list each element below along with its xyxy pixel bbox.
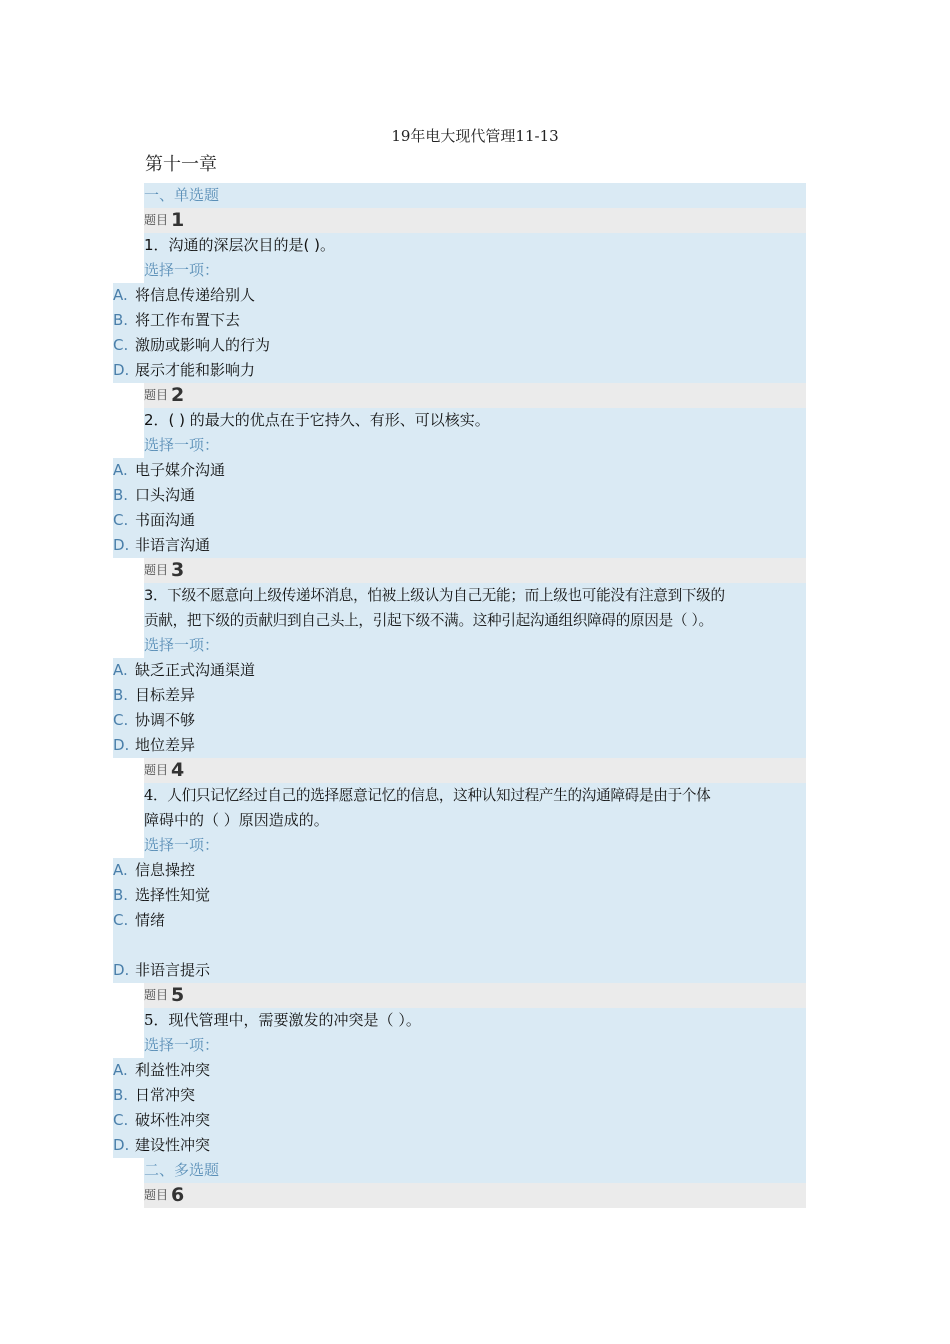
question-header bbox=[144, 983, 806, 1008]
option-c[interactable] bbox=[113, 333, 806, 358]
option-letter: D. bbox=[113, 961, 130, 979]
choose-prompt: 选择一项： bbox=[144, 1033, 806, 1058]
option-text: 利益性冲突 bbox=[135, 1061, 211, 1079]
option-text: 情绪 bbox=[135, 911, 166, 929]
choose-prompt: 选择一项： bbox=[144, 633, 806, 658]
chapter-heading: 第十一章 bbox=[145, 154, 217, 175]
option-a[interactable] bbox=[113, 858, 806, 883]
option-letter: B. bbox=[113, 686, 129, 704]
option-text: 信息操控 bbox=[135, 861, 196, 879]
option-c[interactable] bbox=[113, 908, 806, 958]
question-text: 2．( ) 的最大的优点在于它持久、有形、可以核实。 bbox=[144, 408, 806, 433]
option-letter: A. bbox=[113, 861, 128, 879]
option-a[interactable] bbox=[113, 1058, 806, 1083]
section-heading-single: 一、单选题 bbox=[144, 183, 806, 208]
option-a[interactable] bbox=[113, 283, 806, 308]
option-text: 将工作布置下去 bbox=[135, 311, 241, 329]
option-text: 选择性知觉 bbox=[135, 886, 211, 904]
question-text-line-2: 障碍中的（ ）原因造成的。 bbox=[144, 808, 806, 833]
option-d[interactable] bbox=[113, 358, 806, 383]
option-text: 缺乏正式沟通渠道 bbox=[135, 661, 256, 679]
option-d[interactable] bbox=[113, 1133, 806, 1158]
option-letter: A. bbox=[113, 1061, 128, 1079]
option-text: 激励或影响人的行为 bbox=[135, 336, 271, 354]
option-letter: C. bbox=[113, 1111, 129, 1129]
option-text: 建设性冲突 bbox=[135, 1136, 211, 1154]
option-letter: B. bbox=[113, 1086, 129, 1104]
question-header bbox=[144, 758, 806, 783]
option-letter: C. bbox=[113, 911, 129, 929]
option-text: 日常冲突 bbox=[135, 1086, 196, 1104]
quiz-content bbox=[113, 183, 806, 1208]
option-text: 非语言沟通 bbox=[135, 536, 211, 554]
option-text: 地位差异 bbox=[135, 736, 196, 754]
question-header bbox=[144, 208, 806, 233]
option-c[interactable] bbox=[113, 1108, 806, 1133]
question-label: 题目 bbox=[144, 988, 169, 1002]
choose-prompt: 选择一项： bbox=[144, 833, 806, 858]
question-label: 题目 bbox=[144, 213, 169, 227]
option-letter: B. bbox=[113, 886, 129, 904]
option-letter: A. bbox=[113, 661, 128, 679]
question-number: 2 bbox=[171, 384, 185, 406]
option-a[interactable] bbox=[113, 658, 806, 683]
option-text: 目标差异 bbox=[135, 686, 196, 704]
option-letter: C. bbox=[113, 711, 129, 729]
question-number: 1 bbox=[171, 209, 185, 231]
option-letter: C. bbox=[113, 511, 129, 529]
option-b[interactable] bbox=[113, 683, 806, 708]
question-label: 题目 bbox=[144, 388, 169, 402]
option-c[interactable] bbox=[113, 708, 806, 733]
question-label: 题目 bbox=[144, 1188, 169, 1202]
option-b[interactable] bbox=[113, 883, 806, 908]
question-header bbox=[144, 558, 806, 583]
question-number: 3 bbox=[171, 559, 185, 581]
option-letter: B. bbox=[113, 486, 129, 504]
question-text-line-2: 贡献，把下级的贡献归到自己头上，引起下级不满。这种引起沟通组织障碍的原因是（ ）。 bbox=[144, 608, 806, 633]
option-b[interactable] bbox=[113, 308, 806, 333]
question-text-line-1: 3．下级不愿意向上级传递坏消息，怕被上级认为自己无能；而上级也可能没有注意到下级的 bbox=[144, 583, 806, 608]
choose-prompt: 选择一项： bbox=[144, 258, 806, 283]
option-letter: B. bbox=[113, 311, 129, 329]
option-d[interactable] bbox=[113, 733, 806, 758]
option-text: 口头沟通 bbox=[135, 486, 196, 504]
document-title: 19年电大现代管理11-13 bbox=[391, 127, 559, 145]
question-label: 题目 bbox=[144, 563, 169, 577]
question-text-line-1: 4．人们只记忆经过自己的选择愿意记忆的信息，这种认知过程产生的沟通障碍是由于个体 bbox=[144, 783, 806, 808]
question-number: 4 bbox=[171, 759, 185, 781]
option-b[interactable] bbox=[113, 483, 806, 508]
option-letter: D. bbox=[113, 1136, 130, 1154]
option-letter: D. bbox=[113, 361, 130, 379]
option-letter: D. bbox=[113, 736, 130, 754]
option-text: 将信息传递给别人 bbox=[135, 286, 256, 304]
question-header bbox=[144, 1183, 806, 1208]
option-letter: D. bbox=[113, 536, 130, 554]
option-text: 协调不够 bbox=[135, 711, 196, 729]
option-b[interactable] bbox=[113, 1083, 806, 1108]
choose-prompt: 选择一项： bbox=[144, 433, 806, 458]
option-text: 非语言提示 bbox=[135, 961, 211, 979]
option-text: 电子媒介沟通 bbox=[135, 461, 226, 479]
option-letter: A. bbox=[113, 286, 128, 304]
option-letter: A. bbox=[113, 461, 128, 479]
question-header bbox=[144, 383, 806, 408]
question-number: 5 bbox=[171, 984, 185, 1006]
option-d[interactable] bbox=[113, 958, 806, 983]
question-text: 1．沟通的深层次目的是( )。 bbox=[144, 233, 806, 258]
question-text: 5．现代管理中，需要激发的冲突是（ ）。 bbox=[144, 1008, 806, 1033]
option-text: 展示才能和影响力 bbox=[135, 361, 256, 379]
option-d[interactable] bbox=[113, 533, 806, 558]
option-c[interactable] bbox=[113, 508, 806, 533]
option-text: 破坏性冲突 bbox=[135, 1111, 211, 1129]
section-heading-multi: 二、多选题 bbox=[144, 1158, 806, 1183]
option-a[interactable] bbox=[113, 458, 806, 483]
question-label: 题目 bbox=[144, 763, 169, 777]
question-number: 6 bbox=[171, 1184, 185, 1206]
option-text: 书面沟通 bbox=[135, 511, 196, 529]
option-letter: C. bbox=[113, 336, 129, 354]
